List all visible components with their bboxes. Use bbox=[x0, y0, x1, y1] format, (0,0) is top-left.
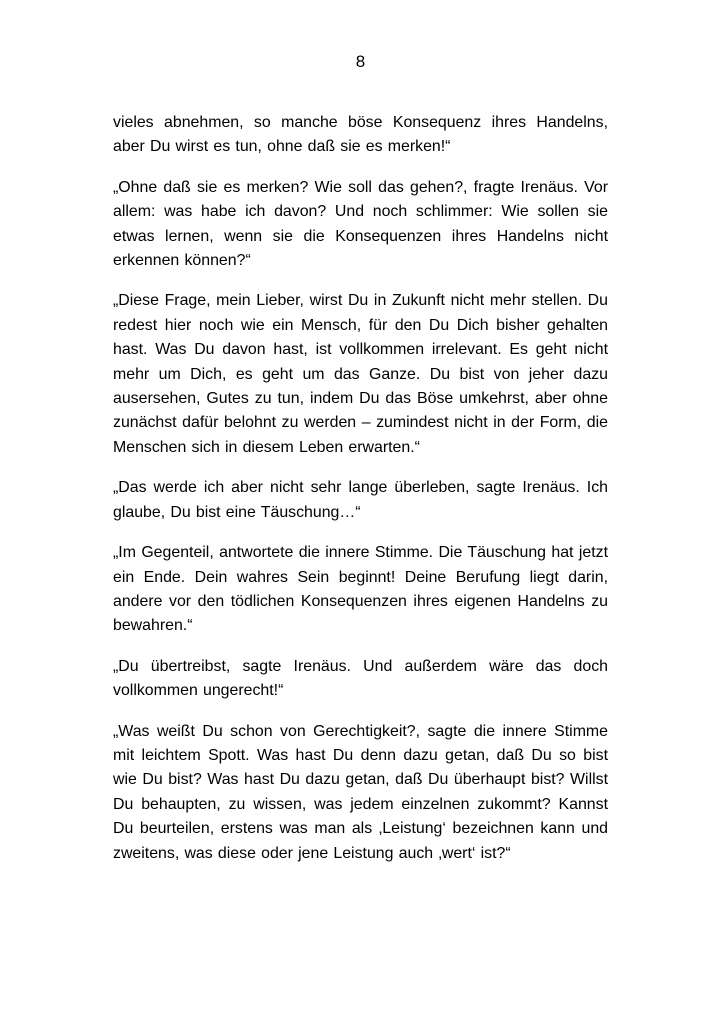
page-number: 8 bbox=[355, 52, 366, 71]
paragraph: „Diese Frage, mein Lieber, wirst Du in Zukunft nicht mehr stellen. Du redest hier noch wie ein Mensch, für den Du Dich bisher gehalten hast. Was Du davon hast, ist vollkommen irrelevant. Es geht nicht mehr um Dich, es geht um das Ganze. Du bist von jeher dazu ausersehen, Gutes zu tun, indem Du das Böse umkehrst, aber ohne zunächst dafür belohnt zu werden – zumindest nicht in der Form, die Menschen sich in diesem Leben erwarten.“ bbox=[113, 292, 608, 456]
paragraph: „Du übertreibst, sagte Irenäus. Und außerdem wäre das doch vollkommen ungerecht!“ bbox=[113, 657, 608, 700]
paragraph: „Das werde ich aber nicht sehr lange überleben, sagte Irenäus. Ich glaube, Du bist eine Täuschung…“ bbox=[113, 479, 608, 521]
paragraph: „Im Gegenteil, antwortete die innere Stimme. Die Täuschung hat jetzt ein Ende. Dein wahres Sein beginnt! Deine Berufung liegt darin, andere vor den tödlichen Konsequenzen ihres eigenen Handelns zu bewahren.“ bbox=[113, 544, 608, 635]
paragraph: „Ohne daß sie es merken? Wie soll das gehen?, fragte Irenäus. Vor allem: was habe ich davon? Und noch schlimmer: Wie sollen sie etwas lernen, wenn sie die Konsequenzen ihres Handelns nicht erkennen können?“ bbox=[113, 178, 608, 270]
paragraph: vieles abnehmen, so manche böse Konsequenz ihres Handelns, aber Du wirst es tun, ohne daß sie es merken!“ bbox=[113, 114, 608, 156]
paragraph: „Was weißt Du schon von Gerechtigkeit?, sagte die innere Stimme mit leichtem Spott. Was hast Du denn dazu getan, daß Du so bist wie Du bist? Was hast Du dazu getan, daß Du überhaupt bist? Willst Du behaupten, zu wissen, was jedem einzelnen zukommt? Kannst Du beurteilen, erstens was man als ‚Leistung‘ bezeichnen kann und zweitens, was diese oder jene Leistung auch ‚wert‘ ist?“ bbox=[113, 722, 608, 862]
page-body-text bbox=[113, 111, 608, 882]
